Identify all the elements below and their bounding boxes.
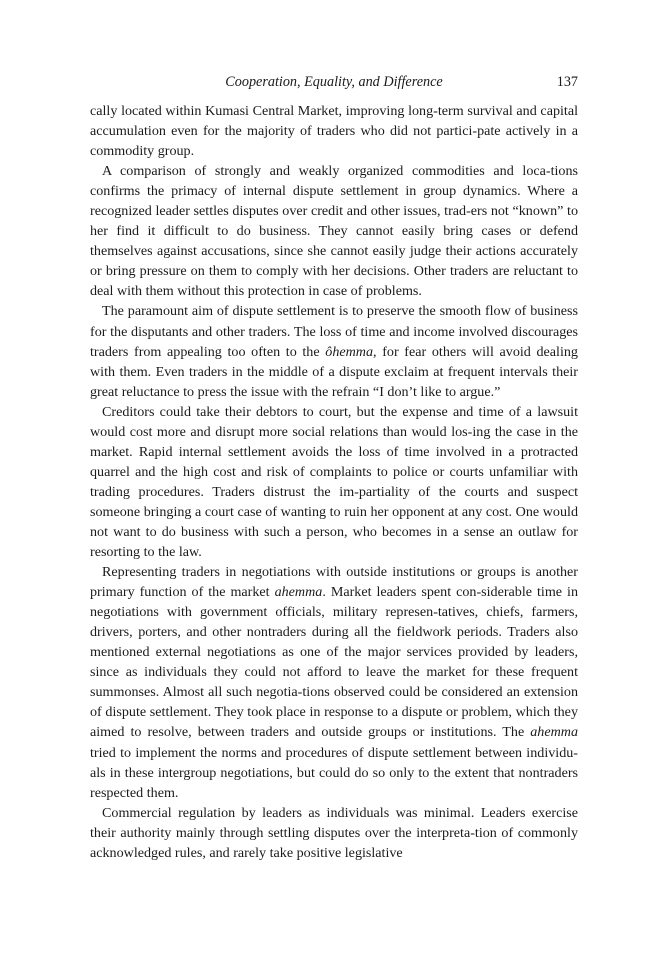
text-run: Commercial regulation by leaders as individuals was minimal. Leaders exercise their authority mainly through settling disputes over the interpreta-tion of commonly acknowledged rules, and rarely take positive legislative <box>90 804 578 861</box>
text-run: , for fear others will avoid dealing with them. Even traders in the middle of a dispute exclaim at frequent intervals their great reluctance to press the issue with the refrain “I don’t like to argue.” <box>90 343 578 400</box>
text-run: tried to implement the norms and procedures of dispute settlement between individu-als in these intergroup negotiations, but could do so only to the extent that nontraders respected them. <box>90 744 578 801</box>
text-run: . Market leaders spent con-siderable time in negotiations with government officials, military represen-tatives, chiefs, farmers, drivers, porters, and other nontraders during all the fieldwork periods. Traders also mentioned external negotiations as one of the major services provided by leaders, since as individuals they could not afford to leave the market for these frequent summonses. Almost all such negotia-tions observed could be considered an extension of dispute settlement. They took place in response to a dispute or problem, which they aimed to resolve, between traders and outside groups or institutions. The <box>90 584 578 741</box>
text-run: Creditors could take their debtors to court, but the expense and time of a lawsuit would cost more and disrupt more social relations than would los-ing the case in the market. Rapid internal settlement avoids the loss of time involved in a protracted quarrel and the high cost and risk of complaints to police or courts unfamiliar with trading procedures. Traders distrust the im-partiality of the courts and suspect someone bringing a court case of wanting to ruin her opponent at any cost. One would not want to do business with such a person, who becomes in a sense an outlaw for resorting to the law. <box>90 403 578 561</box>
italic-term: ôhemma <box>325 343 374 360</box>
running-title: Cooperation, Equality, and Difference <box>225 74 443 90</box>
body-text <box>90 101 578 863</box>
paragraph-continued <box>90 101 578 161</box>
text-run: A comparison of strongly and weakly organized commodities and loca-tions confirms the primacy of internal dispute settlement in group dynamics. Where a recognized leader settles disputes over credit and other issues, trad-ers not “known” to her find it difficult to do business. They cannot easily bring cases or defend themselves against accusations, since she cannot easily judge their actions accurately or bring pressure on them to comply with her decisions. Other traders are reluctant to deal with them without this protection in case of problems. <box>90 163 578 300</box>
page-number: 137 <box>556 74 578 90</box>
text-run: cally located within Kumasi Central Market, improving long-term survival and capital accumulation even for the majority of traders who did not partici-pate actively in a commodity group. <box>90 103 578 160</box>
text-run: The paramount aim of dispute settlement is to preserve the smooth flow of business for the disputants and other traders. The loss of time and income involved discourages traders from appealing too often to the <box>90 303 578 360</box>
paragraph-dispute-aim <box>90 301 578 401</box>
text-run: Representing traders in negotiations with outside institutions or groups is another primary function of the market <box>90 564 578 601</box>
italic-term: ahemma <box>530 724 578 741</box>
paragraph-courts <box>90 402 578 562</box>
paragraph-negotiations <box>90 562 578 803</box>
paragraph-dispute-comparison <box>90 161 578 301</box>
italic-term: ahemma <box>274 584 323 601</box>
paragraph-regulation <box>90 803 578 863</box>
running-head <box>90 72 578 92</box>
